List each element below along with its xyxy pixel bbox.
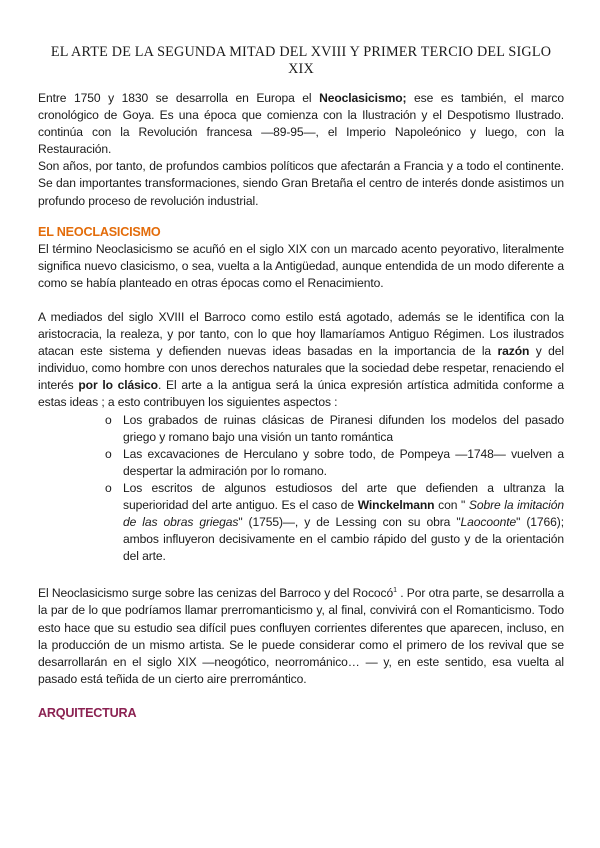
footnote-marker[interactable]: 1 xyxy=(393,587,397,595)
neoclasicismo-paragraph-2 xyxy=(38,309,564,412)
document-title: EL ARTE DE LA SEGUNDA MITAD DEL XVIII Y PRIMER TERCIO DEL SIGLO XIX xyxy=(50,44,552,77)
aspects-list xyxy=(38,412,564,566)
bullet-icon: o xyxy=(105,412,112,427)
bold-text: razón xyxy=(497,344,530,359)
list-item xyxy=(105,412,564,446)
text: . El arte a la antigua será la única expresión artística admitida conforme a estas ideas ; a esto contribuyen los siguientes aspectos : xyxy=(38,378,564,410)
neoclasicismo-paragraph-3 xyxy=(38,582,564,688)
text: Las excavaciones de Herculano y sobre todo, de Pompeya —1748— vuelven a despertar la admiración por lo romano. xyxy=(123,446,564,478)
text: A mediados del siglo XVIII el Barroco como estilo está agotado, además se le identifica con la aristocracia, la realeza, y por tanto, con lo que hoy llamaríamos Antiguo Régimen. Los ilustrados atacan este sistema y defienden nuevas ideas basadas en la importancia de la xyxy=(38,309,564,359)
text: con " xyxy=(434,497,469,512)
bold-text: Winckelmann xyxy=(357,497,435,512)
document-page xyxy=(38,44,564,722)
text: Los escritos de algunos estudiosos del arte que defienden a ultranza la superioridad del arte antiguo. Es el caso de xyxy=(123,480,564,512)
intro-paragraph-2: Son años, por tanto, de profundos cambios políticos que afectarán a Francia y a todo el continente. Se dan importantes transformaciones, siendo Gran Bretaña el centro de interés donde asistimos un profundo proceso de revolución industrial. xyxy=(38,159,564,208)
section-heading-neoclasicismo: EL NEOCLASICISMO xyxy=(38,224,161,239)
intro-paragraph-1 xyxy=(38,90,564,158)
text: " (1755)—, y de Lessing con su obra " xyxy=(238,515,461,530)
list-item xyxy=(105,446,564,480)
bold-text: por lo clásico xyxy=(78,378,158,393)
text: El Neoclasicismo surge sobre las cenizas del Barroco y del Rococó xyxy=(38,586,394,601)
section-heading-arquitectura: ARQUITECTURA xyxy=(38,705,137,720)
bold-text: Neoclasicismo; xyxy=(319,91,407,105)
bullet-icon: o xyxy=(105,480,112,495)
bullet-icon: o xyxy=(105,446,112,461)
text: ese es también, el marco cronológico de Goya. Es una época que comienza con la Ilustración y el Despotismo Ilustrado. continúa con la Revolución francesa —89-95—, el Imperio Napoleónico y luego, con la Restauración. xyxy=(38,91,564,157)
text: Entre 1750 y 1830 se desarrolla en Europa el xyxy=(38,91,320,105)
text: y del individuo, como hombre con unos derechos naturales que la sociedad debe respetar, renaciendo el interés xyxy=(38,344,564,393)
text: Los grabados de ruinas clásicas de Piranesi difunden los modelos del pasado griego y romano bajo una visión un tanto romántica xyxy=(123,412,564,444)
text: . Por otra parte, se desarrolla a la par de lo que podríamos llamar prerromanticismo y, al final, convivirá con el Romanticismo. Todo esto hace que su estudio sea difícil pues confluyen corrientes diferentes que aparecen, incluso, en la producción de un mismo artista. Se le puede considerar como el primero de los revival que se desarrollarán en el siglo XIX —neogótico, neorrománico… — y, en este sentido, esa vuelta al pasado está teñida de un cierto aire prerromántico. xyxy=(38,586,564,686)
neoclasicismo-paragraph-1: El término Neoclasicismo se acuñó en el siglo XIX con un marcado acento peyorativo, literalmente significa nuevo clasicismo, o sea, vuelta a la Antigüedad, aunque entendida de un modo diferente a como se había planteado en otras épocas como el Renacimiento. xyxy=(38,241,564,290)
italic-title: Laocoonte xyxy=(460,515,517,530)
text: " (1766); ambos influyeron decisivamente en el cambio rápido del gusto y de la orientación del arte. xyxy=(123,515,564,564)
italic-title: Sobre la imitación de las obras griegas xyxy=(123,497,564,530)
list-item xyxy=(105,480,564,565)
